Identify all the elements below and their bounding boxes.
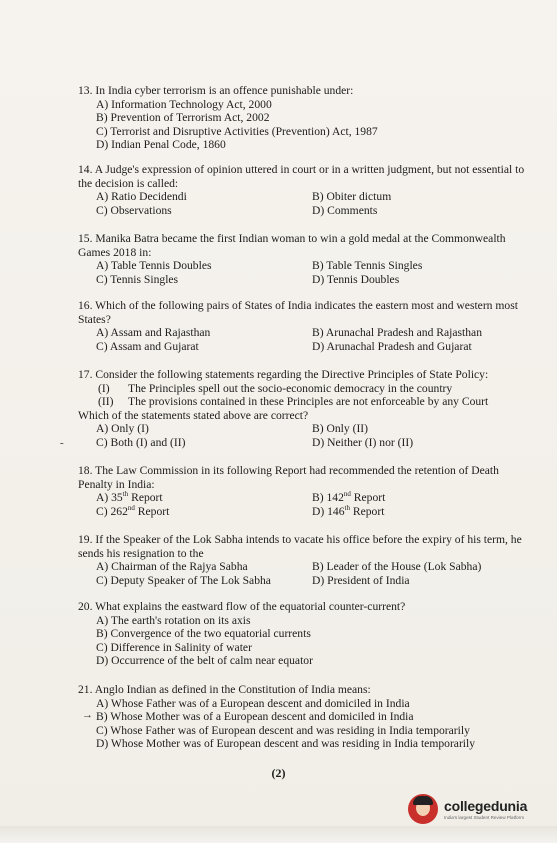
- pen-mark: -: [60, 437, 64, 449]
- option-c: C) Deputy Speaker of The Lok Sabha: [96, 573, 271, 587]
- collegedunia-logo: [408, 789, 548, 829]
- option-d: D) 146th Report: [312, 503, 385, 518]
- question-stem: 15. Manika Batra became the first Indian woman to win a gold medal at the Commonwealth Games 2018 in:: [78, 232, 506, 259]
- option-b: B) Convergence of the two equatorial currents: [96, 627, 311, 640]
- question-stem: 21. Anglo Indian as defined in the Constitution of India means:: [78, 683, 371, 696]
- option-b: B) Table Tennis Singles: [312, 259, 423, 272]
- pen-arrow-mark: →: [82, 709, 93, 721]
- option-a: A) Table Tennis Doubles: [96, 259, 212, 272]
- option-c: C) Tennis Singles: [96, 272, 179, 286]
- question-13: [78, 84, 527, 152]
- option-c: C) 262nd Report: [96, 503, 170, 518]
- option-d: D) Arunachal Pradesh and Gujarat: [312, 339, 472, 353]
- option-d: D) Neither (I) nor (II): [312, 435, 414, 449]
- question-19: [78, 533, 527, 587]
- option-b: B) Obiter dictum: [312, 190, 392, 203]
- option-d: D) Occurrence of the belt of calm near equator: [96, 654, 313, 667]
- statement-numeral: (I): [98, 381, 110, 395]
- option-d: D) President of India: [312, 573, 410, 587]
- option-b: B) Prevention of Terrorism Act, 2002: [96, 111, 270, 124]
- option-a: A) Information Technology Act, 2000: [96, 97, 272, 111]
- question-17: [78, 368, 527, 449]
- question-18: [78, 464, 527, 518]
- question-stem: 14. A Judge's expression of opinion uttered in court or in a written judgment, but not essential to the decision is called:: [78, 163, 525, 190]
- option-a: A) Whose Father was of a European descent and domiciled in India: [96, 696, 410, 710]
- option-c: C) Both (I) and (II): [96, 435, 186, 449]
- option-c: C) Whose Father was of European descent and was residing in India temporarily: [96, 723, 470, 737]
- option-d: D) Comments: [312, 203, 378, 217]
- option-c: C) Observations: [96, 203, 172, 217]
- statement-2: [78, 395, 527, 409]
- logo-tagline: India's largest Student Review Platform: [444, 815, 525, 820]
- option-b: B) Arunachal Pradesh and Rajasthan: [312, 326, 482, 339]
- statement-1: [78, 382, 527, 396]
- option-a: A) Ratio Decidendi: [96, 190, 187, 203]
- statement-numeral: (II): [98, 395, 114, 408]
- option-d: D) Tennis Doubles: [312, 272, 400, 286]
- option-b: B) Leader of the House (Lok Sabha): [312, 560, 482, 573]
- logo-brand: collegedunia: [444, 798, 528, 814]
- question-stem: 17. Consider the following statements regarding the Directive Principles of State Policy:: [78, 368, 489, 381]
- option-b: B) Only (II): [312, 422, 369, 435]
- option-a: A) Assam and Rajasthan: [96, 326, 211, 339]
- option-d: D) Whose Mother was of European descent and was residing in India temporarily: [96, 737, 476, 750]
- statement-text: The Principles spell out the socio-economic democracy in the country: [128, 381, 453, 395]
- option-a: A) 35th Report: [96, 490, 163, 504]
- option-a: A) Chairman of the Rajya Sabha: [96, 560, 248, 573]
- question-20: [78, 600, 527, 668]
- mascot-icon: [408, 794, 438, 824]
- option-a: A) Only (I): [96, 422, 149, 435]
- option-b: B) 142nd Report: [312, 490, 386, 504]
- option-b: B) Whose Mother was of a European descent and domiciled in India: [96, 710, 414, 723]
- option-d: D) Indian Penal Code, 1860: [96, 138, 226, 151]
- option-c: C) Assam and Gujarat: [96, 339, 199, 353]
- question-prompt: Which of the statements stated above are correct?: [78, 408, 309, 422]
- question-stem: 16. Which of the following pairs of States of India indicates the eastern most and western most States?: [78, 299, 518, 326]
- question-16: [78, 299, 527, 353]
- question-stem: 13. In India cyber terrorism is an offence punishable under:: [78, 84, 354, 97]
- option-a: A) The earth's rotation on its axis: [96, 613, 251, 627]
- question-stem: 19. If the Speaker of the Lok Sabha intends to vacate his office before the expiry of his term, he sends his resignation to the: [78, 533, 522, 560]
- question-stem: 18. The Law Commission in its following Report had recommended the retention of Death Penalty in India:: [78, 464, 499, 491]
- page-number: (2): [271, 766, 286, 780]
- statement-text: The provisions contained in these Principles are not enforceable by any Court: [128, 395, 489, 408]
- option-c: C) Difference in Salinity of water: [96, 640, 252, 654]
- question-14: [78, 163, 527, 217]
- page-bottom-edge: [0, 826, 557, 843]
- question-15: [78, 232, 527, 286]
- question-stem: 20. What explains the eastward flow of the equatorial counter-current?: [78, 600, 406, 613]
- option-c: C) Terrorist and Disruptive Activities (Prevention) Act, 1987: [96, 124, 378, 138]
- question-21: [78, 683, 527, 751]
